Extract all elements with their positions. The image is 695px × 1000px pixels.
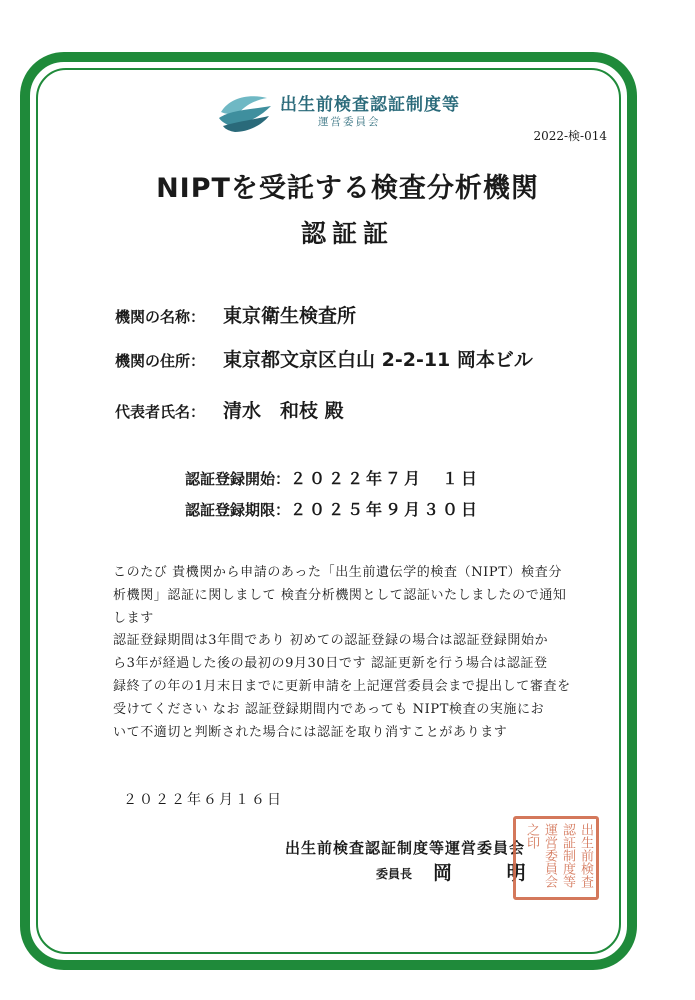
body-line: このたび 貴機関から申請のあった「出生前遺伝学的検査（NIPT）検査分 — [113, 565, 562, 580]
field-label: 機関の住所： — [115, 352, 206, 370]
body-line: 析機関」認証に関しまして 検査分析機関として認証いたしましたので通知 — [113, 587, 567, 603]
representative-field — [115, 396, 344, 423]
wave-logo-icon — [217, 90, 273, 134]
organization-name: 出生前検査認証制度等 — [280, 95, 460, 115]
issue-date: ２０２２年６月１６日 — [123, 792, 283, 808]
notification-body — [113, 562, 583, 744]
seal-text: 出生前検査認証制度等運営委員会之印 — [524, 823, 593, 888]
field-value: 東京都文京区白山 2-2-11 岡本ビル — [223, 349, 533, 371]
body-line: 録終了の年の1月末日までに更新申請を上記運営委員会まで提出して審査を — [113, 678, 571, 694]
official-seal-stamp — [513, 816, 599, 900]
chair-name: 岡 明 — [433, 862, 526, 884]
organization-subname: 運営委員会 — [318, 116, 381, 128]
registration-end — [185, 497, 480, 520]
institution-address-field — [115, 345, 533, 372]
certificate-number: 2022-検-014 — [533, 129, 607, 143]
field-value: 東京衛生検査所 — [223, 305, 357, 327]
registration-end-value: ２０２５年９月３０日 — [290, 500, 481, 519]
document-title: NIPTを受託する検査分析機関 — [156, 173, 539, 204]
registration-start-value: ２０２２年７月 １日 — [290, 469, 481, 488]
field-value: 清水 和枝 殿 — [223, 400, 344, 422]
registration-start — [185, 466, 480, 489]
body-line: 認証登録期間は3年間であり 初めての認証登録の場合は認証登録開始か — [113, 633, 549, 649]
registration-start-label: 認証登録開始： — [185, 470, 291, 488]
body-line: します — [113, 610, 154, 626]
field-label: 代表者氏名： — [115, 403, 206, 421]
institution-name-field — [115, 301, 356, 328]
body-line: いて不適切と判断された場合には認証を取り消すことがあります — [113, 724, 508, 740]
field-label: 機関の名称： — [115, 308, 206, 326]
committee-name: 出生前検査認証制度等運営委員会 — [285, 839, 526, 857]
registration-end-label: 認証登録期限： — [185, 501, 291, 519]
body-line: 受けてください なお 認証登録期間内であっても NIPT検査の実施にお — [113, 701, 545, 717]
chair-title: 委員長 — [376, 867, 413, 881]
body-line: ら3年が経過した後の最初の9月30日です 認証更新を行う場合は認証登 — [113, 656, 548, 672]
document-subtitle: 認証証 — [300, 219, 394, 248]
